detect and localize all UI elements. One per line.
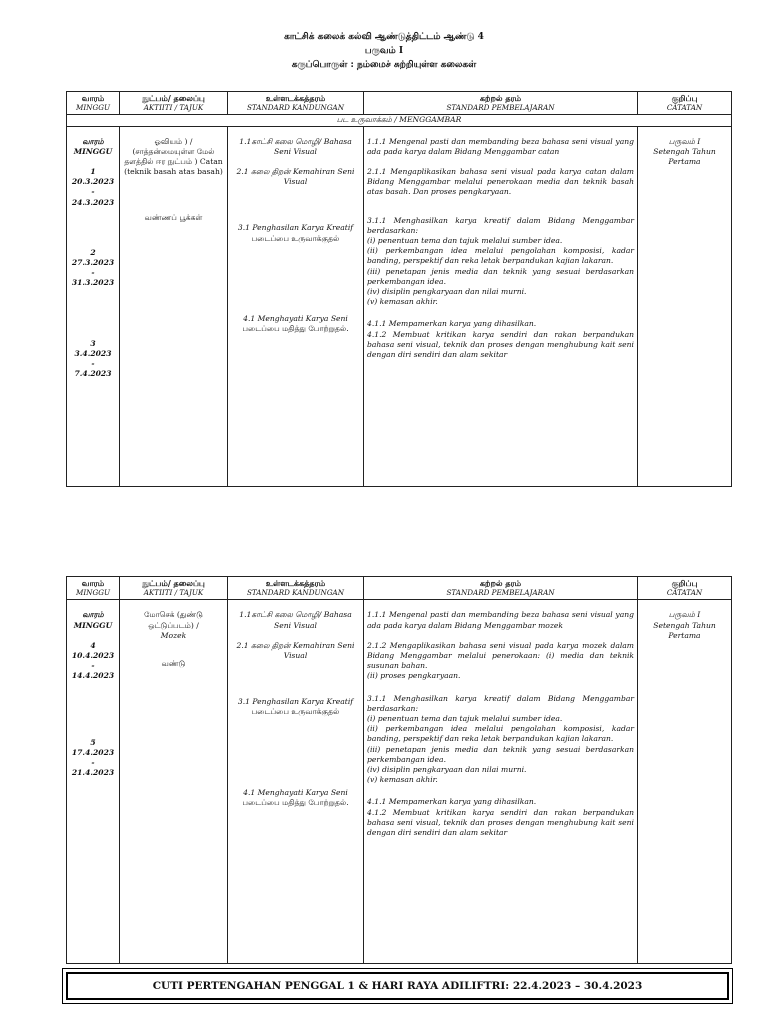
week-label-ms: MINGGU <box>73 620 113 630</box>
content-standard-cell <box>228 600 364 964</box>
holiday-banner: CUTI PERTENGAHAN PENGGAL 1 & HARI RAYA ADILIFTRI: 22.4.2023 – 30.4.2023 <box>66 972 729 1000</box>
learning-standard-item: (ii) perkembangan idea melalui pengolahan komposisi, kadar banding, perspektif dan reka letak berpandukan kajian lakaran. <box>367 246 634 266</box>
learning-standard-item: (iv) disiplin pengkaryaan dan nilai murni. <box>367 765 527 775</box>
title-line-2: பருவம் I <box>364 46 404 56</box>
col-header-learning-standard: கற்றல் தரம் STANDARD PEMBELAJARAN <box>364 577 638 600</box>
activity-cell <box>120 126 228 486</box>
learning-standard-item: 3.1.1 Menghasilkan karya kreatif dalam Bidang Menggambar berdasarkan: <box>367 215 634 235</box>
title-line-1: காட்சிக் கலைக் கல்வி ஆண்டுத்திட்டம் ஆண்டு 4 <box>284 32 484 42</box>
learning-standard-item: (i) penentuan tema dan tajuk melalui sumber idea. <box>367 236 563 246</box>
activity-title-ms: Mozek <box>160 630 187 640</box>
content-standard-item: 3.1 Penghasilan Karya Kreatif <box>237 697 354 707</box>
week-dash: - <box>91 758 95 768</box>
content-standard-item: படைப்பை உருவாக்குதல் <box>251 233 340 243</box>
learning-standard-item: 2.1.1 Mengaplikasikan bahasa seni visual pada karya catan dalam Bidang Menggambar melalui penerokaan media dan teknik basah atas basah. Dan proses pengkaryaan. <box>367 167 634 197</box>
note-half-year: Setengah Tahun Pertama <box>653 146 716 167</box>
content-standard-item: படைப்பை உருவாக்குதல் <box>251 707 340 717</box>
learning-standard-item: (ii) proses pengkaryaan. <box>367 671 461 681</box>
week-number: 5 <box>90 737 96 747</box>
note-half-year: Setengah Tahun Pertama <box>653 620 716 640</box>
learning-standard-item: (iv) disiplin pengkaryaan dan nilai murni. <box>367 287 527 297</box>
week-number: 2 <box>90 247 96 257</box>
week-from: 20.3.2023 <box>71 177 115 187</box>
week-dash: - <box>91 187 95 197</box>
notes-cell <box>638 126 732 486</box>
section-band-row <box>67 115 732 126</box>
col-header-week: வாரம் MINGGU <box>67 577 120 600</box>
week-from: 27.3.2023 <box>71 258 115 268</box>
week-number: 4 <box>90 640 96 650</box>
learning-standard-item: 3.1.1 Menghasilkan karya kreatif dalam Bidang Menggambar berdasarkan: <box>367 693 634 713</box>
activity-cell <box>120 600 228 964</box>
content-standard-item: 1.1காட்சி கலை மொழி/ Bahasa Seni Visual <box>239 610 352 630</box>
col-header-activity: நுட்பம்/ தலைப்பு AKTIITI / TAJUK <box>120 92 228 115</box>
week-from: 10.4.2023 <box>71 651 115 661</box>
learning-standard-item: (iii) penetapan jenis media dan teknik yang sesuai berdasarkan perkembangan idea. <box>367 266 634 286</box>
learning-standard-item: (i) penentuan tema dan tajuk melalui sumber idea. <box>367 714 563 724</box>
col-header-week: வாரம் MINGGU <box>67 92 120 115</box>
week-to: 7.4.2023 <box>74 369 112 379</box>
plan-table-2 <box>66 576 732 964</box>
learning-standard-item: (v) kemasan akhir. <box>367 775 438 785</box>
notes-cell <box>638 600 732 964</box>
col-header-content-standard: உள்ளடக்கத்தரம் STANDARD KANDUNGAN <box>228 577 364 600</box>
table-row <box>67 600 732 964</box>
week-label-ta: வாரம் <box>82 136 104 146</box>
learning-standard-item: 4.1.2 Membuat kritikan karya sendiri dan rakan berpandukan bahasa seni visual, teknik dan proses dengan menghubung kait seni dengan diri sendiri dan alam sekitar <box>367 329 634 360</box>
activity-title: ஓவியம் ) / (சாத்தன்மையுள்ள மேல் தளத்தில் ஈர நுட்பம் ) Catan (teknik basah atas basah) <box>124 136 223 177</box>
content-standard-item: 4.1 Menghayati Karya Seni <box>243 787 348 797</box>
week-to: 24.3.2023 <box>71 197 115 207</box>
col-header-content-standard: உள்ளடக்கத்தரம் STANDARD KANDUNGAN <box>228 92 364 115</box>
week-number: 1 <box>90 167 96 177</box>
col-header-notes: குறிப்பு CATATAN <box>638 92 732 115</box>
content-standard-item: 3.1 Penghasilan Karya Kreatif <box>237 223 354 233</box>
table-header-row <box>67 577 732 600</box>
section-band: பட உருவாக்கம் / MENGGAMBAR <box>67 115 732 126</box>
learning-standard-cell <box>364 600 638 964</box>
content-standard-item: 2.1 கலை திறன் Kemahiran Seni Visual <box>236 640 355 661</box>
title-line-3: கருப்பொருள் : நம்மைச் சுற்றியுள்ள கலைகள் <box>291 60 477 70</box>
week-label-ta: வாரம் <box>82 610 104 620</box>
week-label-ms: MINGGU <box>73 146 113 156</box>
week-to: 14.4.2023 <box>71 671 115 681</box>
learning-standard-item: (iii) penetapan jenis media dan teknik yang sesuai berdasarkan perkembangan idea. <box>367 744 634 764</box>
learning-standard-item: 1.1.1 Mengenal pasti dan membanding beza bahasa seni visual yang ada pada karya dalam Bidang Menggambar mozek <box>367 610 634 630</box>
activity-subtitle: வண்ணப் பூக்கள் <box>144 213 203 223</box>
note-term: பருவம் I <box>668 136 701 146</box>
learning-standard-item: 4.1.1 Mempamerkan karya yang dihasilkan. <box>367 319 537 329</box>
week-from: 3.4.2023 <box>74 348 112 358</box>
learning-standard-item: 4.1.2 Membuat kritikan karya sendiri dan rakan berpandukan bahasa seni visual, teknik dan proses dengan menghubung kait seni dengan diri sendiri dan alam sekitar <box>367 807 634 838</box>
learning-standard-item: 4.1.1 Mempamerkan karya yang dihasilkan. <box>367 797 537 807</box>
document-title <box>0 30 768 72</box>
week-dash: - <box>91 661 95 671</box>
content-standard-item: 1.1காட்சி கலை மொழி/ Bahasa Seni Visual <box>239 136 352 156</box>
col-header-learning-standard: கற்றல் தரம் STANDARD PEMBELAJARAN <box>364 92 638 115</box>
content-standard-item: 2.1 கலை திறன் Kemahiran Seni Visual <box>236 167 355 187</box>
week-cell <box>67 126 120 486</box>
week-to: 31.3.2023 <box>71 278 115 288</box>
plan-table-1 <box>66 91 732 487</box>
content-standard-item: படைப்பை மதித்து போற்றுதல். <box>242 324 349 334</box>
note-term: பருவம் I <box>668 610 701 620</box>
learning-standard-item: (v) kemasan akhir. <box>367 297 438 307</box>
col-header-activity: நுட்பம்/ தலைப்பு AKTIITI / TAJUK <box>120 577 228 600</box>
learning-standard-item: (ii) perkembangan idea melalui pengolahan komposisi, kadar banding, perspektif dan reka letak berpandukan kajian lakaran. <box>367 724 634 744</box>
col-header-notes: குறிப்பு CATATAN <box>638 577 732 600</box>
week-to: 21.4.2023 <box>71 768 115 778</box>
week-dash: - <box>91 268 95 278</box>
week-dash: - <box>91 359 95 369</box>
activity-title: மோசெக் (துண்டு ஒட்டுப்படம்) / <box>144 610 203 630</box>
content-standard-item: 4.1 Menghayati Karya Seni <box>243 313 348 323</box>
learning-standard-cell <box>364 126 638 486</box>
content-standard-item: படைப்பை மதித்து போற்றுதல். <box>242 797 349 807</box>
week-cell <box>67 600 120 964</box>
table-row <box>67 126 732 486</box>
activity-subtitle: வண்டு <box>161 659 186 669</box>
learning-standard-item: 2.1.2 Mengaplikasikan bahasa seni visual pada karya mozek dalam Bidang Menggambar melalui penerokaan: (i) media dan teknik susunan bahan. <box>367 640 634 671</box>
table-header-row <box>67 92 732 115</box>
content-standard-cell <box>228 126 364 486</box>
learning-standard-item: 1.1.1 Mengenal pasti dan membanding beza bahasa seni visual yang ada pada karya dalam Bidang Menggambar catan <box>367 136 634 156</box>
week-number: 3 <box>90 338 96 348</box>
week-from: 17.4.2023 <box>71 747 115 757</box>
